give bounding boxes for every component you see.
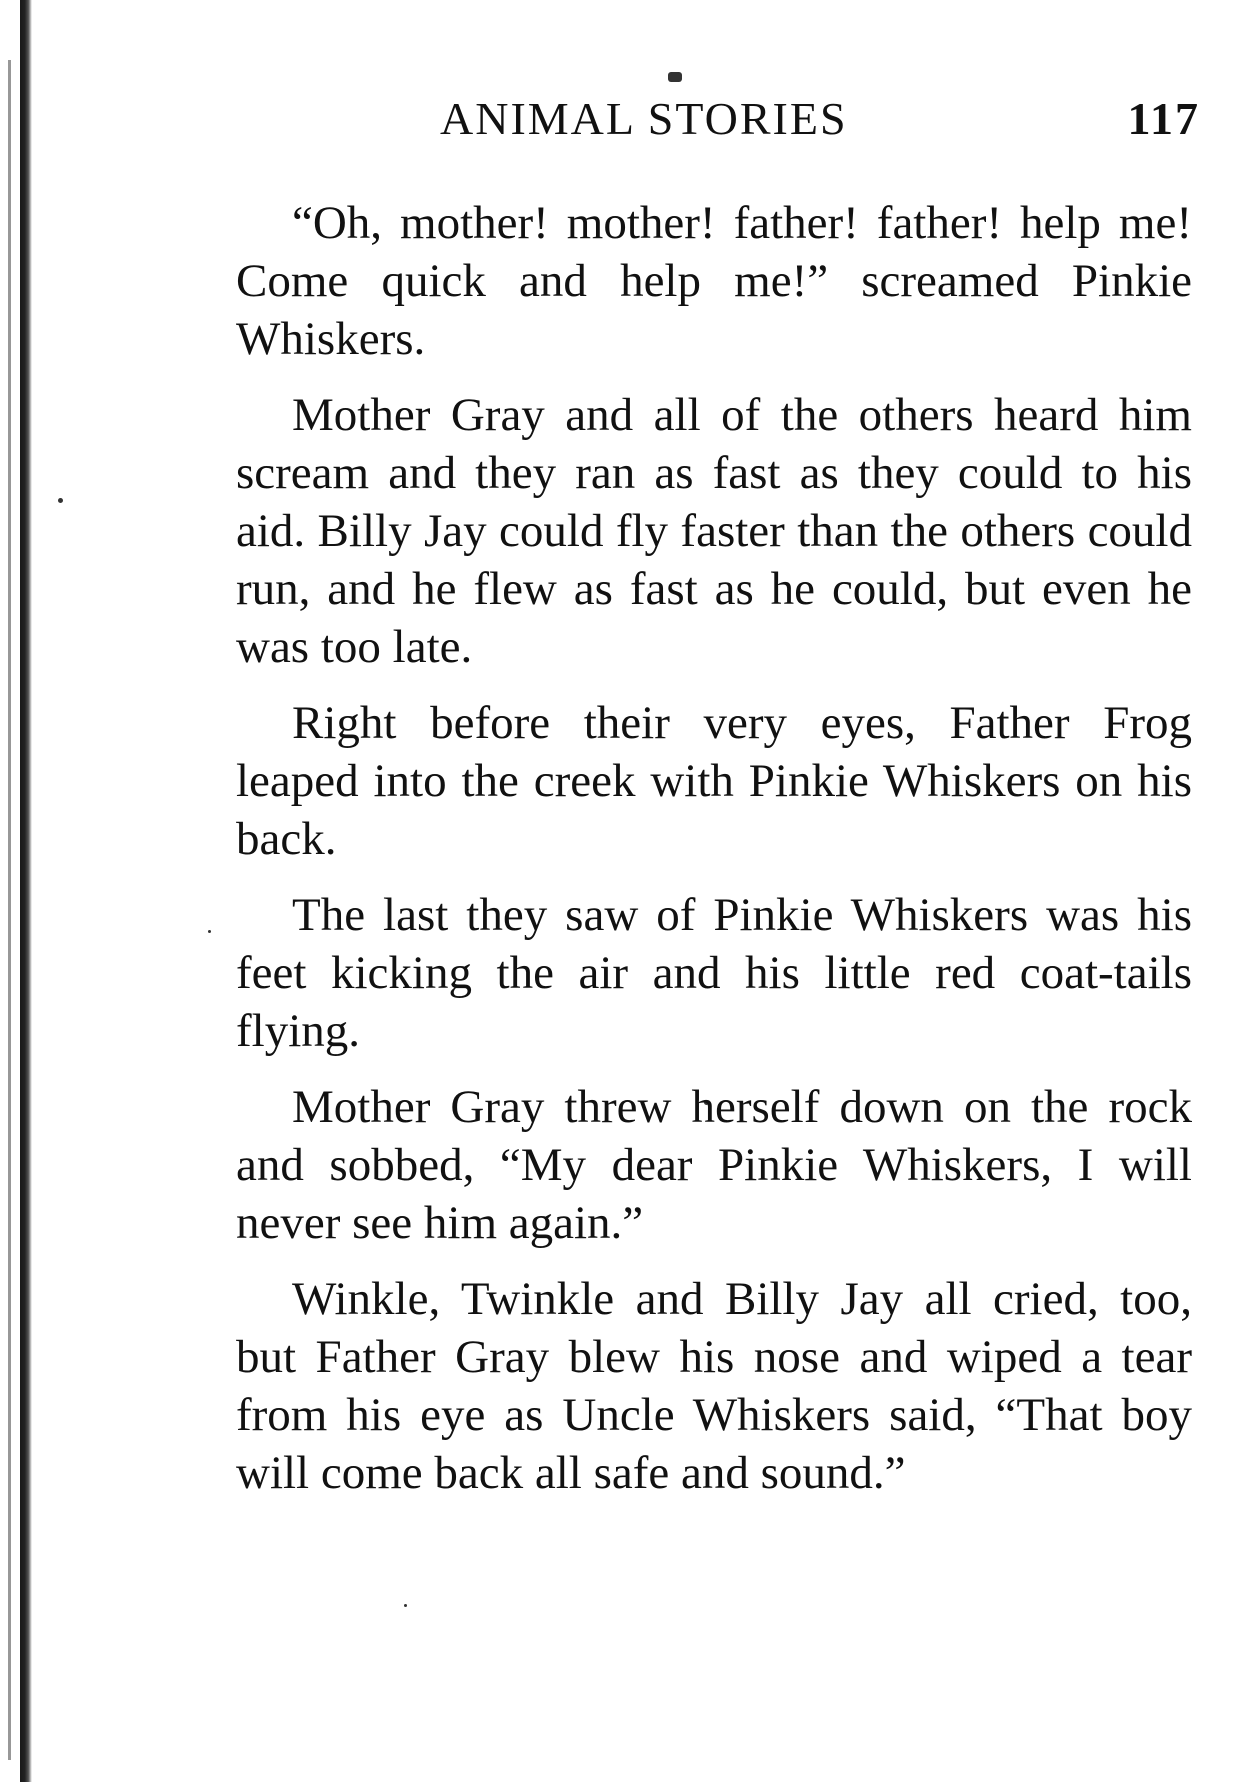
paragraph: The last they saw of Pinkie Whiskers was his feet kicking the air and his little red coat-tails flying. — [236, 889, 1192, 1057]
page-binding-edge — [20, 0, 32, 1782]
page-number: 117 — [1127, 93, 1200, 144]
paragraph: Mother Gray threw herself down on the rock and sobbed, “My dear Pinkie Whiskers, I will never see him again.” — [236, 1081, 1192, 1249]
ink-speck — [208, 930, 211, 933]
ink-speck — [668, 72, 682, 82]
paragraph: Mother Gray and all of the others heard him scream and they ran as fast as they could to his aid. Billy Jay could fly faster than the others could run, and he flew as fast as he could, but even he was too late. — [236, 389, 1192, 673]
paragraph: “Oh, mother! mother! father! father! help me! Come quick and help me!” screamed Pinkie Whiskers. — [236, 197, 1192, 365]
ink-speck — [404, 1604, 407, 1607]
ink-speck — [58, 498, 63, 503]
paragraph: Right before their very eyes, Father Frog leaped into the creek with Pinkie Whiskers on his back. — [236, 697, 1192, 865]
page-binding-shadow — [8, 60, 11, 1760]
page-header — [440, 92, 1200, 152]
running-head: ANIMAL STORIES — [440, 93, 848, 144]
body-text — [236, 194, 1192, 1520]
paragraph: Winkle, Twinkle and Billy Jay all cried, too, but Father Gray blew his nose and wiped a tear from his eye as Uncle Whiskers said, “That boy will come back all safe and sound.” — [236, 1273, 1192, 1499]
